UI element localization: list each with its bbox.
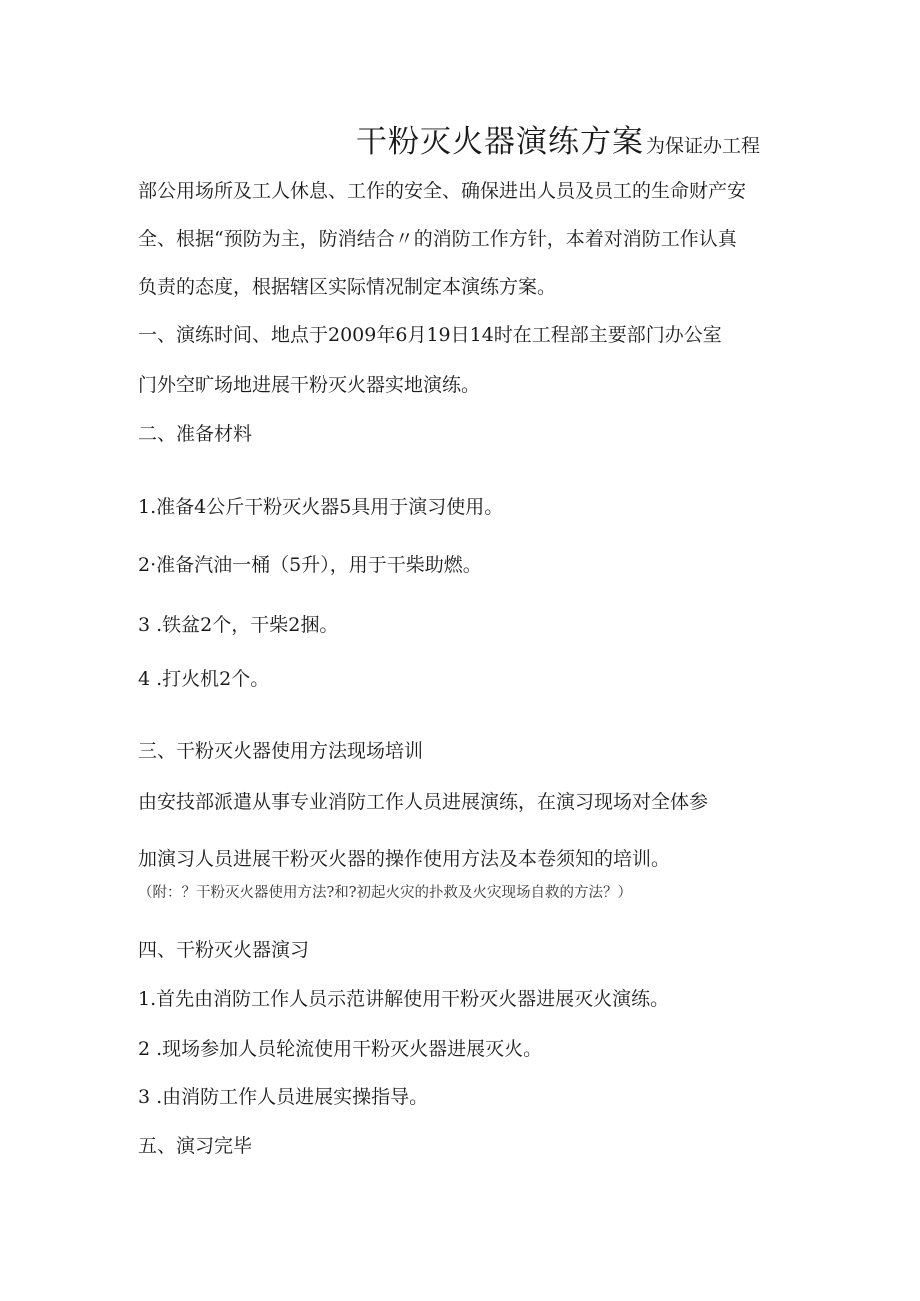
title-line	[356, 122, 760, 167]
section1-line-2: 门外空旷场地进展干粉灭火器实地演练。	[138, 374, 481, 396]
section3-heading: 三、干粉灭火器使用方法现场培训	[138, 740, 424, 762]
section4-item-2: 2 .现场参加人员轮流使用干粉灭火器进展灭火。	[138, 1038, 543, 1060]
section2-item-4: 4 .打火机2个。	[138, 668, 270, 690]
section4-item-1: 1.首先由消防工作人员示范讲解使用干粉灭火器进展灭火演练。	[138, 988, 670, 1010]
section2-heading: 二、准备材料	[138, 423, 253, 445]
section2-item-2: 2·准备汽油一桶（5升），用于干柴助燃。	[138, 554, 482, 576]
intro-line-3: 全、根据“预防为主，防消结合〃的消防工作方针，本着对消防工作认真	[138, 228, 737, 250]
section1-line-1: 一、演练时间、地点于2009年6月19日14时在工程部主要部门办公室	[138, 324, 722, 346]
section3-line-1: 由安技部派遣从事专业消防工作人员进展演练，在演习现场对全体参	[138, 791, 709, 813]
section2-item-3: 3 .铁盆2个，干柴2捆。	[138, 614, 339, 636]
intro-line-4: 负责的态度，根据辖区实际情况制定本演练方案。	[138, 276, 557, 298]
section4-heading: 四、干粉灭火器演习	[138, 939, 310, 961]
intro-line-1: 为保证办工程	[646, 135, 761, 157]
document-title: 干粉灭火器演练方案	[356, 124, 644, 160]
section4-item-3: 3 .由消防工作人员进展实操指导。	[138, 1086, 429, 1108]
section3-note: （附：？干粉灭火器使用方法?和?初起火灾的扑救及火灾现场自救的方法？）	[138, 885, 633, 901]
intro-line-2: 部公用场所及工人休息、工作的安全、确保进出人员及员工的生命财产安	[138, 180, 747, 202]
section5-heading: 五、演习完毕	[138, 1135, 253, 1157]
section2-item-1: 1.准备4公斤干粉灭火器5具用于演习使用。	[138, 496, 504, 518]
section3-line-2: 加演习人员进展干粉灭火器的操作使用方法及本卷须知的培训。	[138, 848, 671, 870]
